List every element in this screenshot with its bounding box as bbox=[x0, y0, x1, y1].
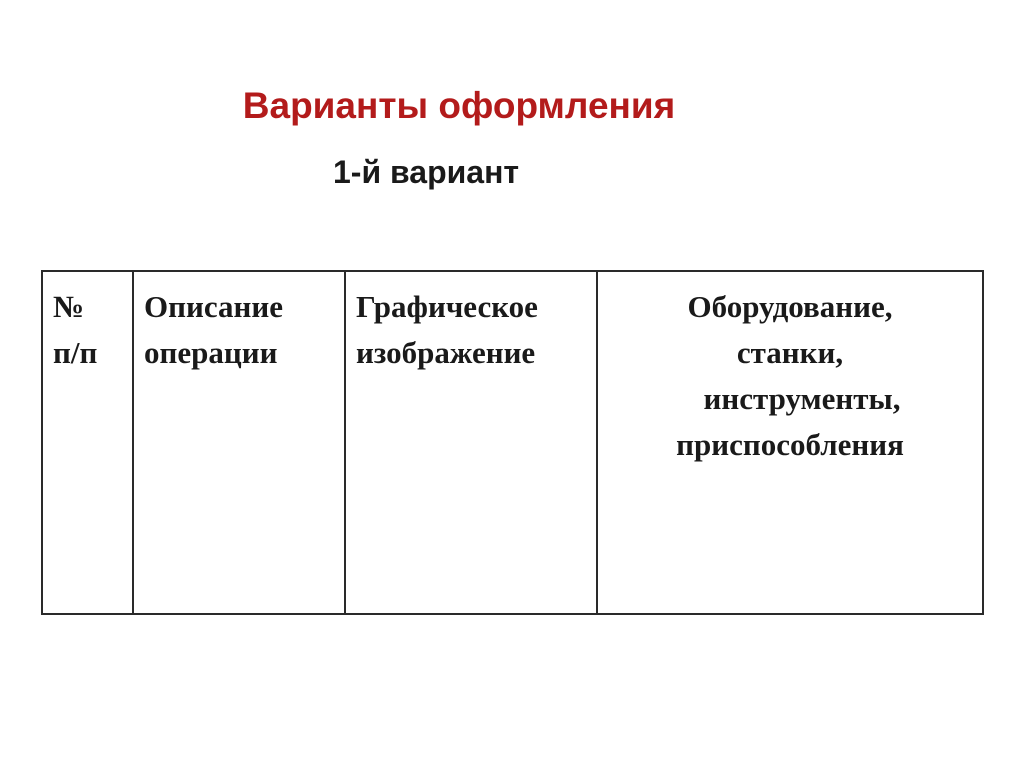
header-equipment-line-2: станки, bbox=[736, 335, 844, 370]
header-number-line-2: п/п bbox=[53, 335, 98, 370]
header-cell-number bbox=[42, 271, 133, 614]
header-description-line-1: Описание bbox=[144, 289, 283, 324]
header-graphic-line-2: изображение bbox=[356, 335, 536, 370]
slide-title: Варианты оформления bbox=[242, 85, 676, 126]
header-equipment-line-1: Оборудование, bbox=[687, 289, 893, 324]
header-cell-graphic bbox=[345, 271, 597, 614]
header-number-line-1: № bbox=[53, 289, 85, 324]
header-equipment-line-3: инструменты, bbox=[703, 381, 901, 416]
header-cell-equipment bbox=[597, 271, 983, 614]
slide-subtitle: 1-й вариант bbox=[333, 154, 520, 190]
header-graphic-line-1: Графическое bbox=[356, 289, 538, 324]
operations-table bbox=[41, 270, 984, 615]
table-header-row bbox=[42, 271, 983, 614]
header-cell-description bbox=[133, 271, 345, 614]
header-equipment-line-4: приспособления bbox=[676, 427, 904, 462]
header-description-line-2: операции bbox=[144, 335, 278, 370]
